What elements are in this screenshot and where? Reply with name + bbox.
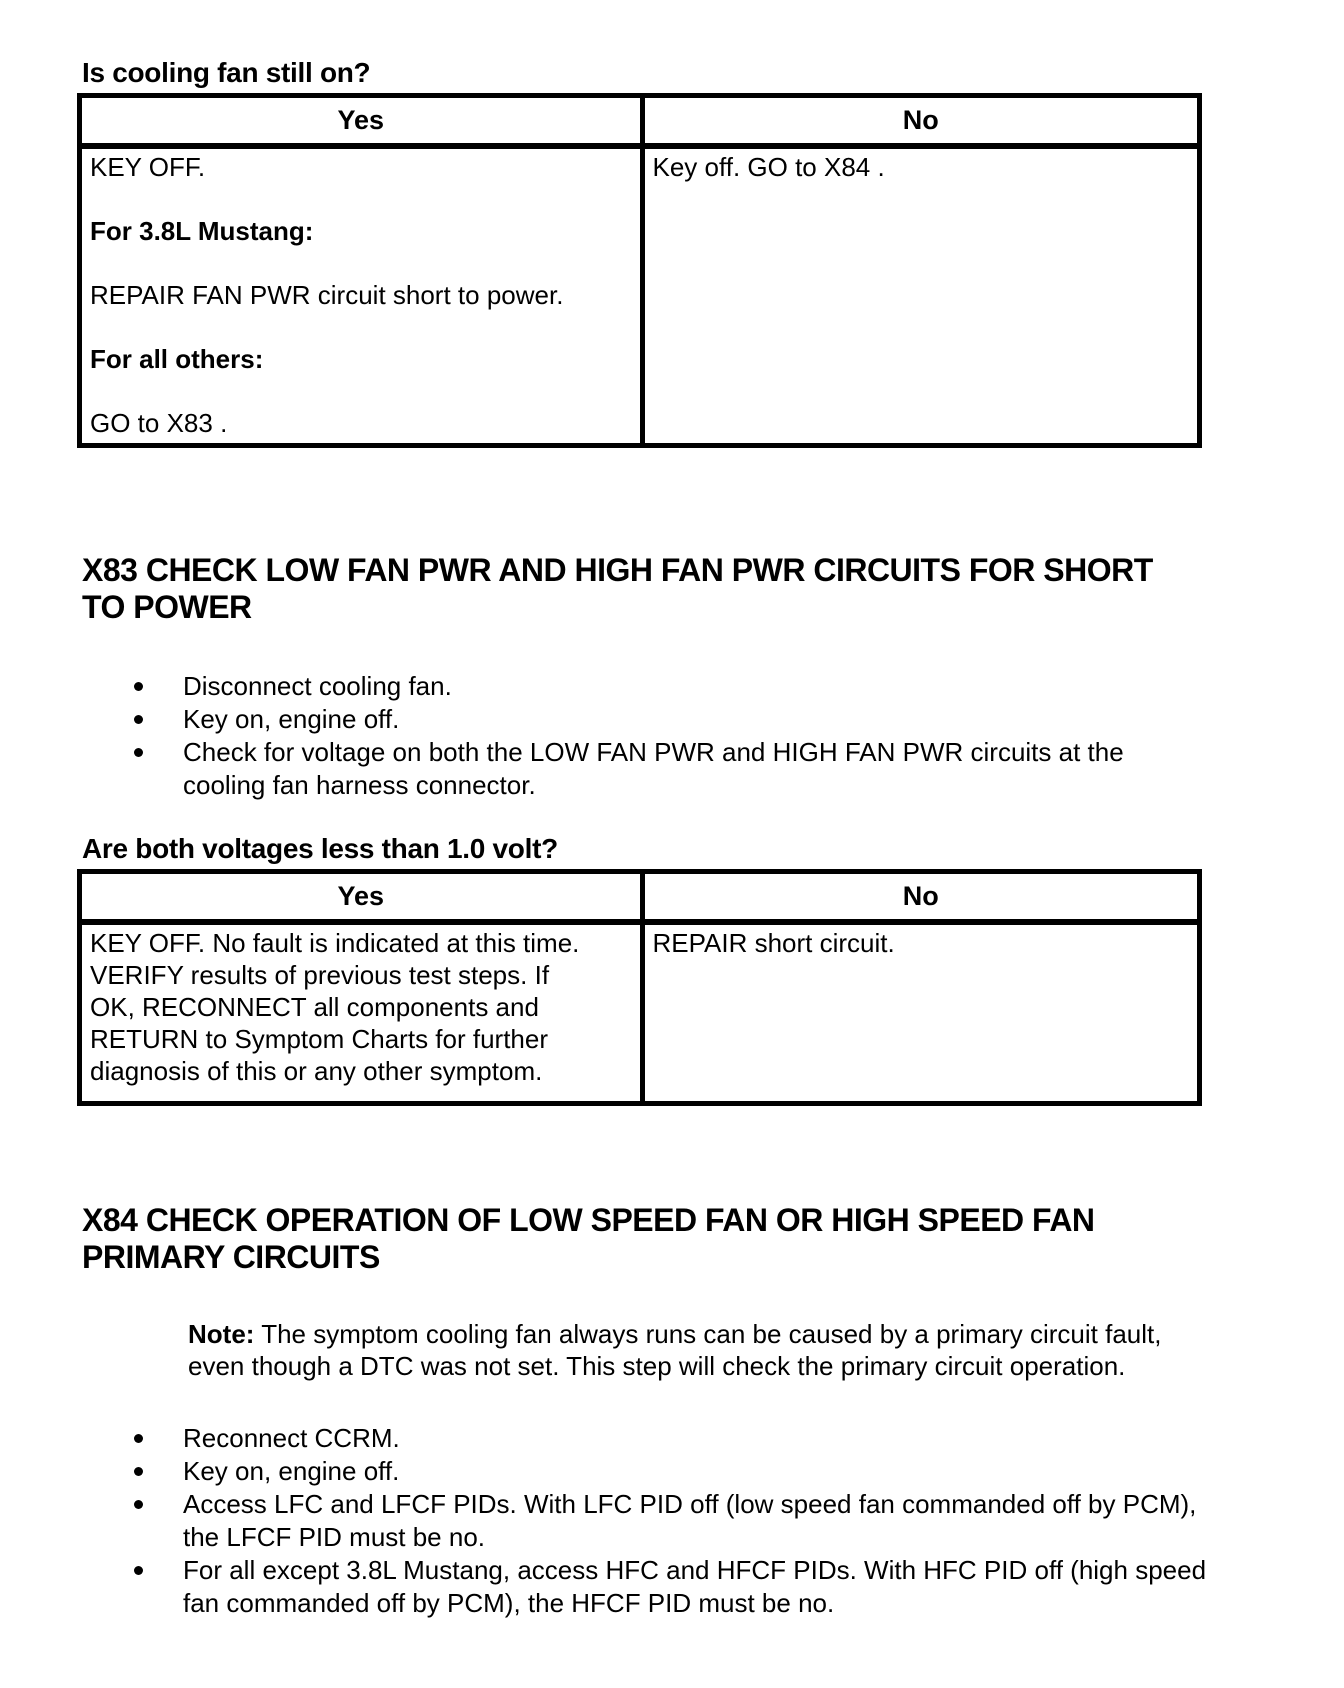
table-header-row xyxy=(82,874,1197,925)
text-line: REPAIR FAN PWR circuit short to power. xyxy=(90,280,564,310)
bullet-icon xyxy=(134,1467,143,1476)
x84-step-list xyxy=(82,1422,1344,1620)
text-line: Access LFC and LFCF PIDs. With LFC PID off (low speed fan commanded off by PCM), xyxy=(183,1489,1197,1519)
no-cell xyxy=(640,925,1198,1101)
bullet-icon xyxy=(134,715,143,724)
list-item xyxy=(82,670,1344,703)
table-row xyxy=(82,925,1197,1101)
bullet-icon xyxy=(134,1500,143,1509)
table-row xyxy=(82,149,1197,443)
text-line: TO POWER xyxy=(82,589,252,625)
list-item xyxy=(82,1422,1344,1455)
text-line: the LFCF PID must be no. xyxy=(183,1522,486,1552)
section-x84-title xyxy=(82,1202,1344,1276)
text-line: REPAIR short circuit. xyxy=(652,928,895,958)
text-line: cooling fan harness connector. xyxy=(183,770,536,800)
text-line xyxy=(90,247,632,279)
question-are-both-voltages-less: Are both voltages less than 1.0 volt? xyxy=(82,833,558,864)
text-line: Key on, engine off. xyxy=(183,704,400,734)
bullet-icon xyxy=(134,748,143,757)
note-paragraph xyxy=(188,1318,1344,1382)
text-line: GO to X83 . xyxy=(90,408,228,438)
text-line: VERIFY results of previous test steps. If xyxy=(90,960,550,990)
text-line: Key on, engine off. xyxy=(183,1456,400,1486)
text-line: Disconnect cooling fan. xyxy=(183,671,452,701)
text-line: diagnosis of this or any other symptom. xyxy=(90,1056,543,1086)
list-item xyxy=(82,1488,1344,1554)
no-column-header: No xyxy=(640,874,1198,925)
yes-cell xyxy=(82,925,640,1101)
text-line: Note: The symptom cooling fan always runs can be caused by a primary circuit fault, xyxy=(188,1319,1162,1349)
no-cell xyxy=(640,149,1198,443)
yes-column-header: Yes xyxy=(82,98,640,149)
list-item xyxy=(82,736,1344,802)
bullet-icon xyxy=(134,682,143,691)
text-line: For all except 3.8L Mustang, access HFC and HFCF PIDs. With HFC PID off (high speed xyxy=(183,1555,1207,1585)
decision-table-cooling-fan-still-on xyxy=(77,93,1202,448)
yes-column-header: Yes xyxy=(82,874,640,925)
text-line: OK, RECONNECT all components and xyxy=(90,992,539,1022)
text-line: Key off. GO to X84 . xyxy=(652,152,885,182)
text-line xyxy=(90,311,632,343)
text-line: KEY OFF. xyxy=(90,152,206,182)
no-column-header: No xyxy=(640,98,1198,149)
section-x83-title xyxy=(82,552,1344,626)
list-item xyxy=(82,1554,1344,1620)
text-line: fan commanded off by PCM), the HFCF PID must be no. xyxy=(183,1588,835,1618)
text-line: For all others: xyxy=(90,344,264,374)
text-line: X84 CHECK OPERATION OF LOW SPEED FAN OR HIGH SPEED FAN xyxy=(82,1202,1095,1238)
text-line: For 3.8L Mustang: xyxy=(90,216,314,246)
yes-cell xyxy=(82,149,640,443)
table-header-row xyxy=(82,98,1197,149)
text-line: RETURN to Symptom Charts for further xyxy=(90,1024,548,1054)
text-line: KEY OFF. No fault is indicated at this time. xyxy=(90,928,580,958)
question-is-cooling-fan-still-on: Is cooling fan still on? xyxy=(82,57,371,88)
list-item xyxy=(82,1455,1344,1488)
text-line xyxy=(90,375,632,407)
text-line: X83 CHECK LOW FAN PWR AND HIGH FAN PWR CIRCUITS FOR SHORT xyxy=(82,552,1153,588)
bullet-icon xyxy=(134,1434,143,1443)
bullet-icon xyxy=(134,1566,143,1575)
list-item xyxy=(82,703,1344,736)
text-line: Reconnect CCRM. xyxy=(183,1423,400,1453)
x83-step-list xyxy=(82,670,1344,802)
text-line: Check for voltage on both the LOW FAN PWR and HIGH FAN PWR circuits at the xyxy=(183,737,1124,767)
text-line: PRIMARY CIRCUITS xyxy=(82,1239,380,1275)
decision-table-voltages xyxy=(77,869,1202,1106)
text-line xyxy=(90,183,632,215)
text-line: even though a DTC was not set. This step will check the primary circuit operation. xyxy=(188,1351,1126,1381)
